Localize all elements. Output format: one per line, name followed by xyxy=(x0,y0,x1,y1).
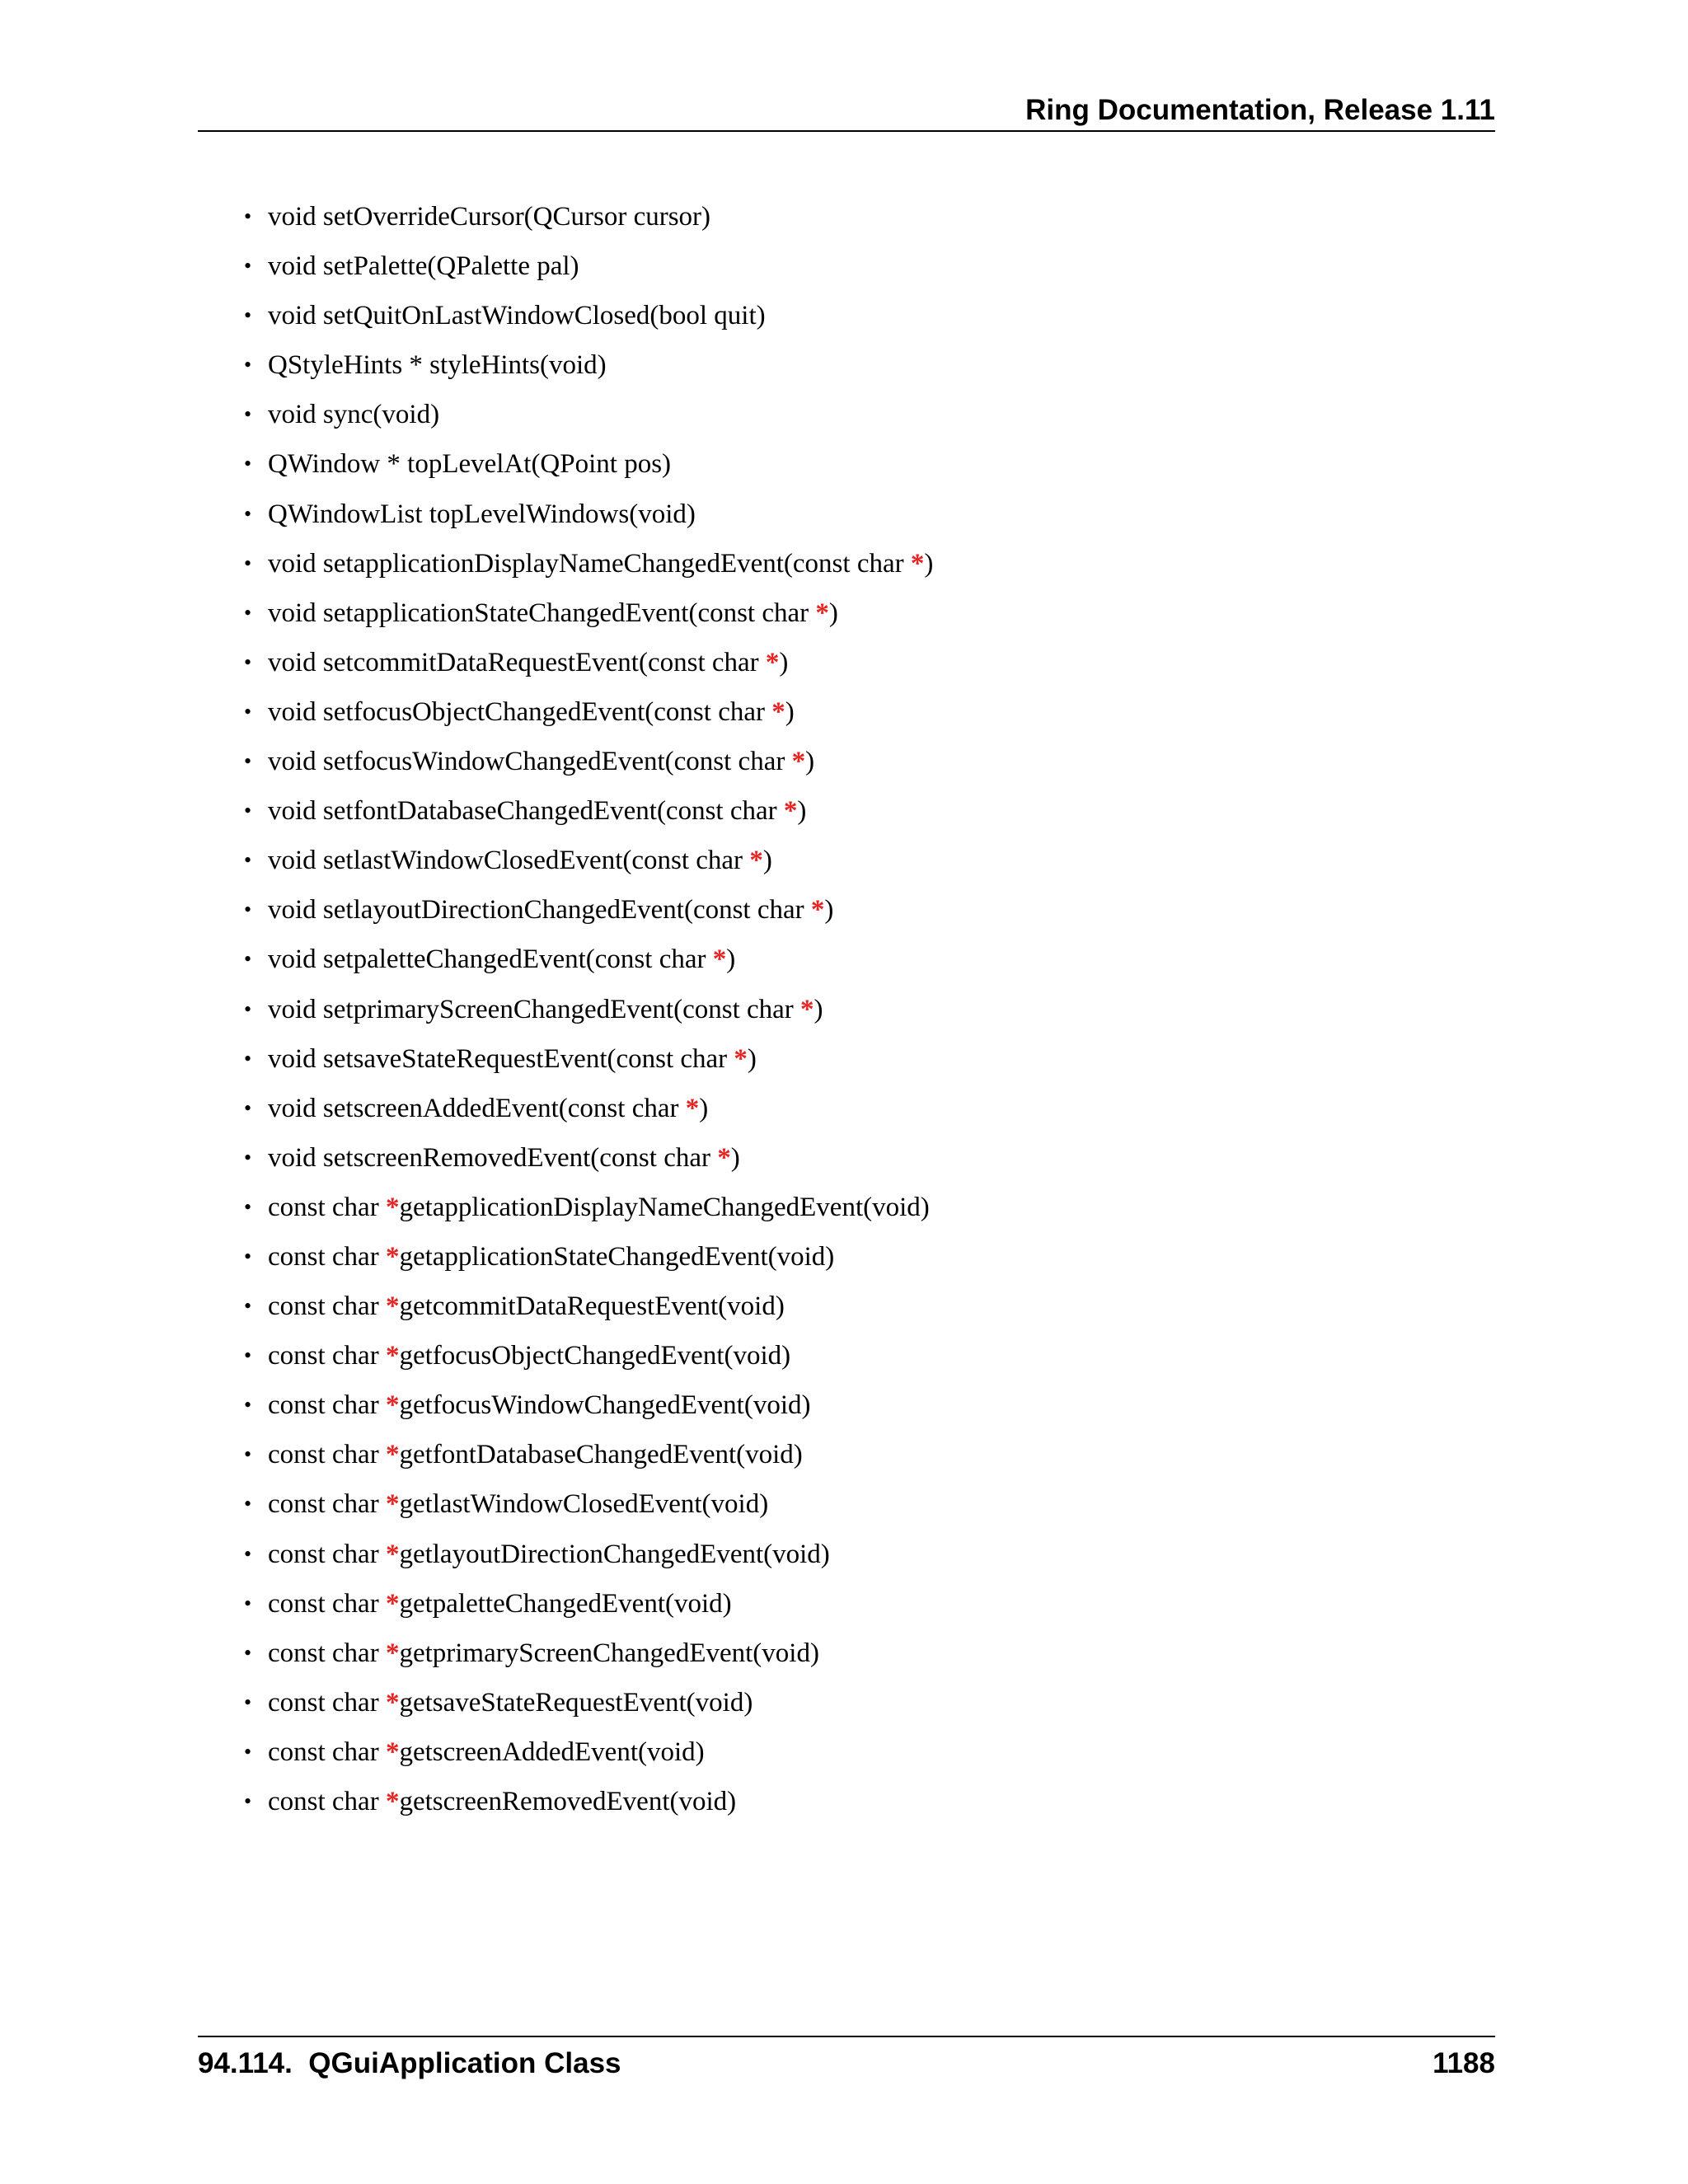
pointer-asterisk: * xyxy=(910,548,925,579)
list-item-text: QWindow * topLevelAt(QPoint pos) xyxy=(268,449,672,480)
bullet-icon: • xyxy=(244,1442,252,1467)
bullet-icon: • xyxy=(244,799,252,823)
page-number: 1188 xyxy=(1432,2047,1495,2079)
api-method-list xyxy=(244,195,933,1830)
list-item xyxy=(244,1334,933,1384)
list-item-text: getscreenAddedEvent(void) xyxy=(399,1736,705,1767)
list-item xyxy=(244,1681,933,1731)
list-item-text: ) xyxy=(805,747,815,777)
list-item-text: ) xyxy=(762,846,772,876)
pointer-asterisk: * xyxy=(765,647,780,677)
list-item-text: getapplicationDisplayNameChangedEvent(void) xyxy=(399,1192,930,1222)
bullet-icon: • xyxy=(244,1739,252,1764)
pointer-asterisk: * xyxy=(734,1043,748,1074)
pointer-asterisk: * xyxy=(385,1638,400,1668)
pointer-asterisk: * xyxy=(385,1539,400,1569)
list-item xyxy=(244,1137,933,1186)
list-item-text: const char xyxy=(268,1192,386,1222)
list-item-text: getlastWindowClosedEvent(void) xyxy=(399,1489,769,1520)
pointer-asterisk: * xyxy=(685,1093,700,1123)
pointer-asterisk: * xyxy=(385,1440,400,1470)
list-item xyxy=(244,1533,933,1582)
pointer-asterisk: * xyxy=(791,747,806,777)
list-item-text: void setfontDatabaseChangedEvent(const char xyxy=(268,796,784,827)
list-item-text: getfocusWindowChangedEvent(void) xyxy=(399,1390,811,1421)
list-item-text: ) xyxy=(797,796,807,827)
pointer-asterisk: * xyxy=(783,796,798,827)
list-item-text: ) xyxy=(824,895,834,926)
list-item xyxy=(244,691,933,740)
pointer-asterisk: * xyxy=(800,994,814,1024)
list-item xyxy=(244,393,933,443)
pointer-asterisk: * xyxy=(385,1192,400,1222)
list-item-text: ) xyxy=(785,696,795,727)
bullet-icon: • xyxy=(244,848,252,873)
bullet-icon: • xyxy=(244,1244,252,1268)
list-item xyxy=(244,245,933,294)
bullet-icon: • xyxy=(244,254,252,279)
list-item-text: ) xyxy=(814,994,823,1024)
list-item xyxy=(244,493,933,542)
list-item xyxy=(244,1235,933,1285)
list-item-text: const char xyxy=(268,1390,386,1421)
bullet-icon: • xyxy=(244,1343,252,1368)
bullet-icon: • xyxy=(244,1145,252,1169)
bullet-icon: • xyxy=(244,1640,252,1665)
bullet-icon: • xyxy=(244,452,252,476)
list-item xyxy=(244,1433,933,1483)
bullet-icon: • xyxy=(244,1690,252,1714)
list-item-text: void setQuitOnLastWindowClosed(bool quit) xyxy=(268,301,766,331)
bullet-icon: • xyxy=(244,898,252,922)
list-item xyxy=(244,740,933,790)
list-item-text: void setprimaryScreenChangedEvent(const char xyxy=(268,994,801,1024)
list-item xyxy=(244,1632,933,1681)
bullet-icon: • xyxy=(244,1789,252,1813)
list-item-text: void setscreenAddedEvent(const char xyxy=(268,1093,686,1123)
list-item-text: ) xyxy=(726,944,736,975)
pointer-asterisk: * xyxy=(810,895,825,926)
list-item xyxy=(244,1582,933,1632)
pointer-asterisk: * xyxy=(815,598,829,628)
list-item-text: const char xyxy=(268,1638,386,1668)
page-title: Ring Documentation, Release 1.11 xyxy=(1025,94,1495,126)
list-item xyxy=(244,1731,933,1780)
list-item-text: const char xyxy=(268,1787,386,1816)
list-item xyxy=(244,294,933,344)
pointer-asterisk: * xyxy=(385,1736,400,1767)
list-item-text: const char xyxy=(268,1241,386,1272)
list-item xyxy=(244,888,933,938)
bullet-icon: • xyxy=(244,699,252,724)
list-item xyxy=(244,344,933,393)
list-item-text: ) xyxy=(699,1093,709,1123)
list-item xyxy=(244,542,933,592)
bullet-icon: • xyxy=(244,1492,252,1516)
list-item-text: getscreenRemovedEvent(void) xyxy=(399,1787,737,1816)
list-item-text: const char xyxy=(268,1489,386,1520)
pointer-asterisk: * xyxy=(385,1787,400,1816)
pointer-asterisk: * xyxy=(749,846,763,876)
pointer-asterisk: * xyxy=(712,944,727,975)
list-item xyxy=(244,988,933,1038)
list-item-text: QStyleHints * styleHints(void) xyxy=(268,350,607,381)
list-item-text: const char xyxy=(268,1539,386,1569)
bullet-icon: • xyxy=(244,947,252,972)
list-item-text: const char xyxy=(268,1440,386,1470)
pointer-asterisk: * xyxy=(771,696,785,727)
bullet-icon: • xyxy=(244,204,252,228)
bullet-icon: • xyxy=(244,600,252,625)
list-item xyxy=(244,195,933,245)
bullet-icon: • xyxy=(244,353,252,377)
list-item xyxy=(244,443,933,492)
list-item xyxy=(244,839,933,888)
page-header xyxy=(198,89,1495,132)
pointer-asterisk: * xyxy=(385,1588,400,1619)
bullet-icon: • xyxy=(244,1541,252,1566)
bullet-icon: • xyxy=(244,303,252,328)
bullet-icon: • xyxy=(244,1194,252,1219)
list-item-text: void setapplicationStateChangedEvent(const char xyxy=(268,598,816,628)
list-item-text: ) xyxy=(730,1142,740,1173)
list-item-text: void setPalette(QPalette pal) xyxy=(268,251,579,282)
list-item-text: void setsaveStateRequestEvent(const char xyxy=(268,1043,734,1074)
list-item-text: ) xyxy=(779,647,789,677)
bullet-icon: • xyxy=(244,749,252,774)
list-item-text: ) xyxy=(747,1043,757,1074)
list-item xyxy=(244,1483,933,1532)
list-item xyxy=(244,1285,933,1334)
list-item xyxy=(244,1186,933,1235)
list-item-text: getprimaryScreenChangedEvent(void) xyxy=(399,1638,819,1668)
list-item-text: ) xyxy=(924,548,934,579)
list-item xyxy=(244,1038,933,1087)
list-item xyxy=(244,592,933,641)
list-item-text: void setapplicationDisplayNameChangedEvent(const char xyxy=(268,548,911,579)
list-item-text: ) xyxy=(828,598,838,628)
list-item xyxy=(244,1384,933,1433)
list-item-text: getsaveStateRequestEvent(void) xyxy=(399,1687,753,1718)
list-item-text: const char xyxy=(268,1736,386,1767)
list-item xyxy=(244,641,933,691)
list-item-text: getapplicationStateChangedEvent(void) xyxy=(399,1241,835,1272)
bullet-icon: • xyxy=(244,1591,252,1615)
list-item-text: void sync(void) xyxy=(268,400,440,430)
pointer-asterisk: * xyxy=(385,1489,400,1520)
list-item-text: getlayoutDirectionChangedEvent(void) xyxy=(399,1539,830,1569)
list-item xyxy=(244,1087,933,1137)
list-item xyxy=(244,938,933,987)
bullet-icon: • xyxy=(244,649,252,674)
list-item-text: const char xyxy=(268,1687,386,1718)
pointer-asterisk: * xyxy=(385,1390,400,1421)
bullet-icon: • xyxy=(244,551,252,575)
bullet-icon: • xyxy=(244,1393,252,1418)
section-title: 94.114. QGuiApplication Class xyxy=(198,2047,621,2079)
list-item xyxy=(244,790,933,839)
list-item-text: void setfocusWindowChangedEvent(const char xyxy=(268,747,792,777)
list-item xyxy=(244,1780,933,1830)
list-item-text: getfontDatabaseChangedEvent(void) xyxy=(399,1440,803,1470)
list-item-text: const char xyxy=(268,1588,386,1619)
bullet-icon: • xyxy=(244,402,252,427)
list-item-text: QWindowList topLevelWindows(void) xyxy=(268,499,696,529)
list-item-text: getfocusObjectChangedEvent(void) xyxy=(399,1341,791,1371)
bullet-icon: • xyxy=(244,1095,252,1120)
pointer-asterisk: * xyxy=(385,1687,400,1718)
list-item-text: void setOverrideCursor(QCursor cursor) xyxy=(268,202,711,232)
list-item-text: const char xyxy=(268,1291,386,1322)
bullet-icon: • xyxy=(244,501,252,526)
pointer-asterisk: * xyxy=(385,1291,400,1322)
pointer-asterisk: * xyxy=(385,1241,400,1272)
bullet-icon: • xyxy=(244,1046,252,1071)
page-footer xyxy=(198,2036,1495,2079)
list-item-text: void setfocusObjectChangedEvent(const char xyxy=(268,696,772,727)
pointer-asterisk: * xyxy=(717,1142,731,1173)
pointer-asterisk: * xyxy=(385,1341,400,1371)
list-item-text: void setlayoutDirectionChangedEvent(const char xyxy=(268,895,811,926)
bullet-icon: • xyxy=(244,1294,252,1319)
bullet-icon: • xyxy=(244,996,252,1021)
list-item-text: getcommitDataRequestEvent(void) xyxy=(399,1291,785,1322)
list-item-text: void setscreenRemovedEvent(const char xyxy=(268,1142,718,1173)
list-item-text: getpaletteChangedEvent(void) xyxy=(399,1588,732,1619)
list-item-text: void setlastWindowClosedEvent(const char xyxy=(268,846,750,876)
list-item-text: void setpaletteChangedEvent(const char xyxy=(268,944,713,975)
list-item-text: const char xyxy=(268,1341,386,1371)
list-item-text: void setcommitDataRequestEvent(const char xyxy=(268,647,766,677)
